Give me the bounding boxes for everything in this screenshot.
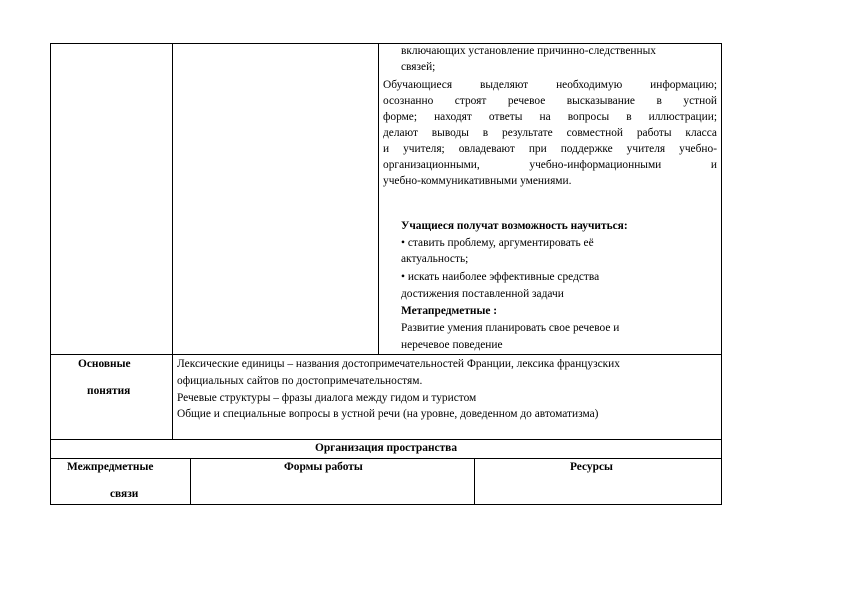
uud-paragraph: [383, 77, 717, 189]
meta-heading: Метапредметные :: [401, 305, 498, 317]
learn-item: достижения поставленной задачи: [401, 288, 564, 300]
col-divider-1: [172, 43, 173, 440]
table-border-bottom: [50, 504, 722, 505]
col-divider-3: [190, 458, 191, 505]
concepts-line: Речевые структуры – фразы диалога между гидом и туристом: [177, 392, 477, 404]
space-title: Организация пространства: [314, 442, 458, 454]
paragraph-line: учебно-коммуникативными умениями.: [383, 175, 572, 187]
concepts-line: Общие и специальные вопросы в устной речи (на уровне, доведенном до автоматизма): [177, 408, 599, 420]
concepts-label: Основные: [78, 358, 131, 370]
table-border-left: [50, 43, 51, 505]
row-divider-2: [50, 439, 722, 440]
row-divider-3: [50, 458, 722, 459]
col-header-resources: Ресурсы: [570, 461, 613, 473]
paragraph-line: организационными, учебно-информационными и: [383, 159, 717, 171]
row-divider-1: [50, 354, 722, 355]
col-header-forms: Формы работы: [284, 461, 363, 473]
cell-text-line: связей;: [401, 61, 436, 73]
learn-item: • искать наиболее эффективные средства: [401, 271, 600, 283]
learn-item: актуальность;: [401, 253, 469, 265]
col-header-interdisciplinary: Межпредметные: [67, 461, 154, 473]
paragraph-line: и учителя; овладевают при поддержке учителя учебно-: [383, 143, 717, 155]
col-divider-4: [474, 458, 475, 505]
paragraph-line: делают выводы в результате совместной работы класса: [383, 127, 717, 139]
meta-line: неречевое поведение: [401, 339, 503, 351]
paragraph-line: осознанно строят речевое высказывание в устной: [383, 95, 717, 107]
table-border-right: [721, 43, 722, 505]
paragraph-line: Обучающиеся выделяют необходимую информацию;: [383, 79, 717, 91]
cell-text-line: включающих установление причинно-следственных: [401, 45, 656, 57]
meta-line: Развитие умения планировать свое речевое и: [401, 322, 620, 334]
col-header-interdisciplinary: связи: [110, 488, 139, 500]
concepts-label: понятия: [87, 385, 131, 397]
concepts-line: Лексические единицы – названия достопримечательностей Франции, лексика французских: [177, 358, 620, 370]
col-divider-2: [378, 43, 379, 354]
learn-item: • ставить проблему, аргументировать её: [401, 237, 594, 249]
learn-heading: Учащиеся получат возможность научиться:: [401, 220, 628, 232]
paragraph-line: форме; находят ответы на вопросы в иллюстрации;: [383, 111, 717, 123]
concepts-line: официальных сайтов по достопримечательностям.: [177, 375, 423, 387]
